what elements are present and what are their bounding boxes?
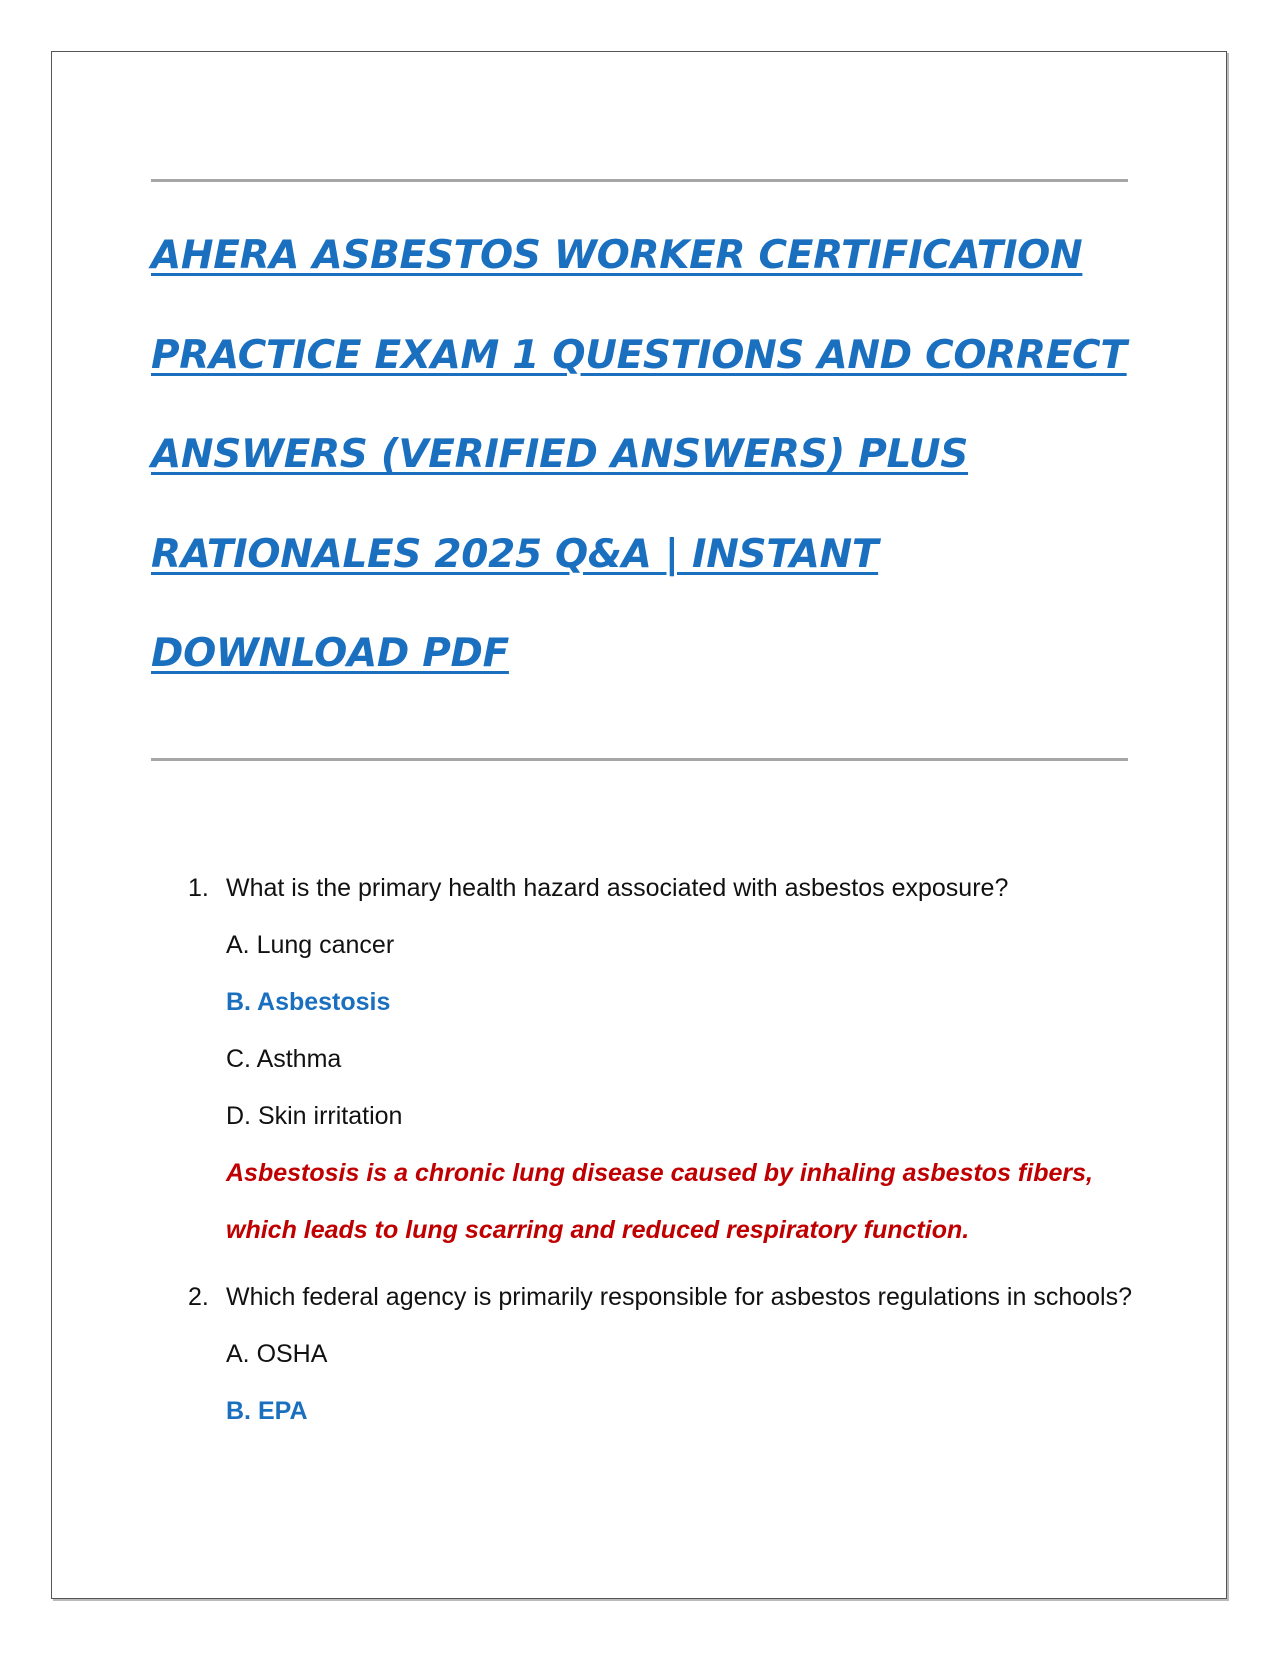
answer-option: C. Asthma	[226, 1045, 342, 1073]
question-list	[151, 860, 1151, 1440]
question-number: 2.	[188, 1283, 209, 1311]
document-title: AHERA ASBESTOS WORKER CERTIFICATION PRACTICE EXAM 1 QUESTIONS AND CORRECT ANSWERS (VERIFIED ANSWERS) PLUS RATIONALES 2025 Q&A | INSTANT DOWNLOAD PDF	[151, 233, 1127, 676]
answer-rationale: Asbestosis is a chronic lung disease caused by inhaling asbestos fibers, which leads to lung scarring and reduced respiratory function.	[226, 1159, 1093, 1244]
answer-option: A. Lung cancer	[226, 931, 395, 959]
question-item	[151, 860, 1151, 1259]
bottom-horizontal-rule	[151, 758, 1128, 761]
answer-option: A. OSHA	[226, 1340, 328, 1368]
correct-answer-option: B. EPA	[226, 1397, 308, 1425]
question-text: What is the primary health hazard associated with asbestos exposure?	[226, 874, 1009, 902]
correct-answer-option: B. Asbestosis	[226, 988, 391, 1016]
question-item	[151, 1269, 1151, 1440]
question-text: Which federal agency is primarily responsible for asbestos regulations in schools?	[226, 1283, 1132, 1311]
top-horizontal-rule	[151, 179, 1128, 182]
answer-option: D. Skin irritation	[226, 1102, 403, 1130]
question-number: 1.	[188, 874, 209, 902]
